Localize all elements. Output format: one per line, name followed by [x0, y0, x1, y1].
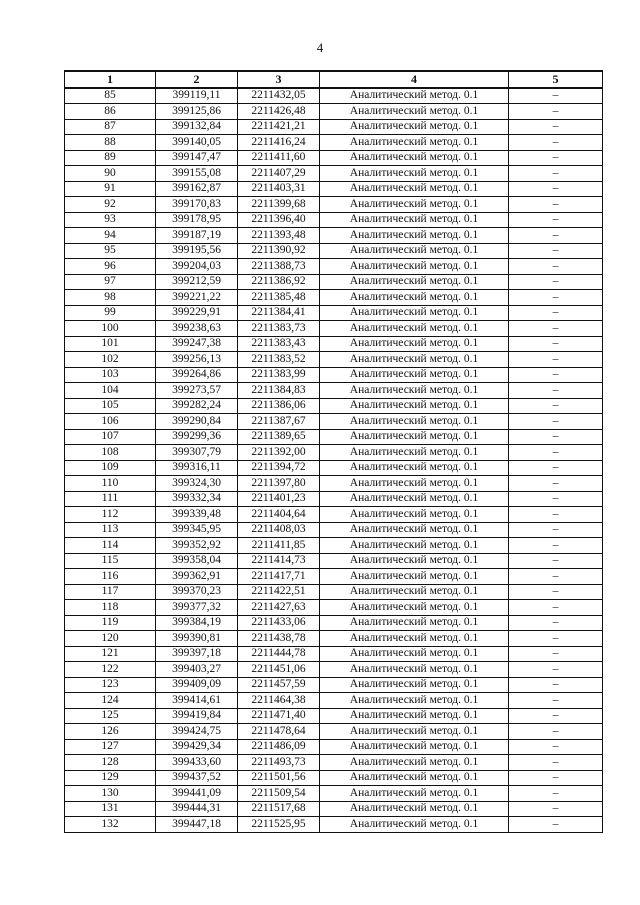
table-row [65, 584, 603, 600]
x-coordinate-cell: 399290,84 [156, 414, 238, 430]
x-coordinate-cell: 399147,47 [156, 150, 238, 166]
table-row [65, 708, 603, 724]
note-cell: – [509, 305, 603, 321]
point-number-cell: 126 [65, 724, 156, 740]
column-header-3: 3 [238, 71, 320, 88]
y-coordinate-cell: 2211438,78 [238, 631, 320, 647]
method-cell: Аналитический метод. 0.1 [320, 104, 509, 120]
y-coordinate-cell: 2211509,54 [238, 786, 320, 802]
point-number-cell: 109 [65, 460, 156, 476]
y-coordinate-cell: 2211433,06 [238, 615, 320, 631]
point-number-cell: 118 [65, 600, 156, 616]
x-coordinate-cell: 399444,31 [156, 801, 238, 817]
note-cell: – [509, 367, 603, 383]
y-coordinate-cell: 2211401,23 [238, 491, 320, 507]
x-coordinate-cell: 399352,92 [156, 538, 238, 554]
method-cell: Аналитический метод. 0.1 [320, 631, 509, 647]
note-cell: – [509, 336, 603, 352]
x-coordinate-cell: 399429,34 [156, 739, 238, 755]
method-cell: Аналитический метод. 0.1 [320, 569, 509, 585]
note-cell: – [509, 724, 603, 740]
y-coordinate-cell: 2211493,73 [238, 755, 320, 771]
y-coordinate-cell: 2211404,64 [238, 507, 320, 523]
y-coordinate-cell: 2211426,48 [238, 104, 320, 120]
table-header-row [65, 71, 603, 88]
x-coordinate-cell: 399299,36 [156, 429, 238, 445]
point-number-cell: 120 [65, 631, 156, 647]
y-coordinate-cell: 2211403,31 [238, 181, 320, 197]
x-coordinate-cell: 399345,95 [156, 522, 238, 538]
x-coordinate-cell: 399339,48 [156, 507, 238, 523]
point-number-cell: 123 [65, 677, 156, 693]
x-coordinate-cell: 399132,84 [156, 119, 238, 135]
note-cell: – [509, 491, 603, 507]
point-number-cell: 101 [65, 336, 156, 352]
note-cell: – [509, 631, 603, 647]
point-number-cell: 87 [65, 119, 156, 135]
x-coordinate-cell: 399370,23 [156, 584, 238, 600]
table-row [65, 243, 603, 259]
table-row [65, 538, 603, 554]
y-coordinate-cell: 2211451,06 [238, 662, 320, 678]
method-cell: Аналитический метод. 0.1 [320, 600, 509, 616]
point-number-cell: 103 [65, 367, 156, 383]
note-cell: – [509, 135, 603, 151]
point-number-cell: 98 [65, 290, 156, 306]
method-cell: Аналитический метод. 0.1 [320, 662, 509, 678]
point-number-cell: 100 [65, 321, 156, 337]
point-number-cell: 99 [65, 305, 156, 321]
method-cell: Аналитический метод. 0.1 [320, 305, 509, 321]
y-coordinate-cell: 2211399,68 [238, 197, 320, 213]
table-row [65, 739, 603, 755]
table-row [65, 491, 603, 507]
page-number: 4 [316, 40, 324, 55]
method-cell: Аналитический метод. 0.1 [320, 321, 509, 337]
table-row [65, 553, 603, 569]
note-cell: – [509, 677, 603, 693]
y-coordinate-cell: 2211478,64 [238, 724, 320, 740]
table-row [65, 119, 603, 135]
note-cell: – [509, 770, 603, 786]
point-number-cell: 105 [65, 398, 156, 414]
y-coordinate-cell: 2211388,73 [238, 259, 320, 275]
point-number-cell: 93 [65, 212, 156, 228]
table-row [65, 631, 603, 647]
note-cell: – [509, 801, 603, 817]
y-coordinate-cell: 2211486,09 [238, 739, 320, 755]
x-coordinate-cell: 399447,18 [156, 817, 238, 833]
y-coordinate-cell: 2211517,68 [238, 801, 320, 817]
method-cell: Аналитический метод. 0.1 [320, 522, 509, 538]
x-coordinate-cell: 399178,95 [156, 212, 238, 228]
method-cell: Аналитический метод. 0.1 [320, 460, 509, 476]
y-coordinate-cell: 2211421,21 [238, 119, 320, 135]
y-coordinate-cell: 2211387,67 [238, 414, 320, 430]
x-coordinate-cell: 399414,61 [156, 693, 238, 709]
table-row [65, 755, 603, 771]
point-number-cell: 132 [65, 817, 156, 833]
y-coordinate-cell: 2211383,73 [238, 321, 320, 337]
y-coordinate-cell: 2211390,92 [238, 243, 320, 259]
table-row [65, 197, 603, 213]
table-row [65, 569, 603, 585]
point-number-cell: 85 [65, 88, 156, 104]
y-coordinate-cell: 2211457,59 [238, 677, 320, 693]
note-cell: – [509, 708, 603, 724]
x-coordinate-cell: 399162,87 [156, 181, 238, 197]
y-coordinate-cell: 2211411,85 [238, 538, 320, 554]
note-cell: – [509, 615, 603, 631]
note-cell: – [509, 553, 603, 569]
method-cell: Аналитический метод. 0.1 [320, 429, 509, 445]
table-row [65, 166, 603, 182]
note-cell: – [509, 522, 603, 538]
point-number-cell: 107 [65, 429, 156, 445]
table-body [65, 88, 603, 833]
y-coordinate-cell: 2211471,40 [238, 708, 320, 724]
y-coordinate-cell: 2211389,65 [238, 429, 320, 445]
table-row [65, 646, 603, 662]
method-cell: Аналитический метод. 0.1 [320, 507, 509, 523]
method-cell: Аналитический метод. 0.1 [320, 693, 509, 709]
note-cell: – [509, 352, 603, 368]
x-coordinate-cell: 399256,13 [156, 352, 238, 368]
point-number-cell: 113 [65, 522, 156, 538]
note-cell: – [509, 259, 603, 275]
method-cell: Аналитический метод. 0.1 [320, 801, 509, 817]
method-cell: Аналитический метод. 0.1 [320, 553, 509, 569]
point-number-cell: 108 [65, 445, 156, 461]
x-coordinate-cell: 399264,86 [156, 367, 238, 383]
table-row [65, 662, 603, 678]
note-cell: – [509, 274, 603, 290]
table-row [65, 786, 603, 802]
note-cell: – [509, 383, 603, 399]
table-row [65, 600, 603, 616]
column-header-2: 2 [156, 71, 238, 88]
method-cell: Аналитический метод. 0.1 [320, 786, 509, 802]
point-number-cell: 122 [65, 662, 156, 678]
note-cell: – [509, 693, 603, 709]
note-cell: – [509, 507, 603, 523]
table-row [65, 259, 603, 275]
method-cell: Аналитический метод. 0.1 [320, 708, 509, 724]
table-row [65, 181, 603, 197]
table-row [65, 724, 603, 740]
y-coordinate-cell: 2211397,80 [238, 476, 320, 492]
note-cell: – [509, 181, 603, 197]
point-number-cell: 115 [65, 553, 156, 569]
method-cell: Аналитический метод. 0.1 [320, 135, 509, 151]
method-cell: Аналитический метод. 0.1 [320, 243, 509, 259]
method-cell: Аналитический метод. 0.1 [320, 615, 509, 631]
note-cell: – [509, 150, 603, 166]
table-row [65, 770, 603, 786]
column-header-1: 1 [65, 71, 156, 88]
y-coordinate-cell: 2211383,99 [238, 367, 320, 383]
y-coordinate-cell: 2211422,51 [238, 584, 320, 600]
table-row [65, 476, 603, 492]
y-coordinate-cell: 2211525,95 [238, 817, 320, 833]
x-coordinate-cell: 399441,09 [156, 786, 238, 802]
point-number-cell: 92 [65, 197, 156, 213]
method-cell: Аналитический метод. 0.1 [320, 538, 509, 554]
x-coordinate-cell: 399362,91 [156, 569, 238, 585]
table-row [65, 88, 603, 104]
method-cell: Аналитический метод. 0.1 [320, 197, 509, 213]
point-number-cell: 130 [65, 786, 156, 802]
x-coordinate-cell: 399332,34 [156, 491, 238, 507]
x-coordinate-cell: 399238,63 [156, 321, 238, 337]
table-row [65, 104, 603, 120]
method-cell: Аналитический метод. 0.1 [320, 259, 509, 275]
point-number-cell: 97 [65, 274, 156, 290]
method-cell: Аналитический метод. 0.1 [320, 677, 509, 693]
table-row [65, 212, 603, 228]
y-coordinate-cell: 2211408,03 [238, 522, 320, 538]
y-coordinate-cell: 2211386,92 [238, 274, 320, 290]
x-coordinate-cell: 399221,22 [156, 290, 238, 306]
y-coordinate-cell: 2211386,06 [238, 398, 320, 414]
point-number-cell: 128 [65, 755, 156, 771]
y-coordinate-cell: 2211444,78 [238, 646, 320, 662]
point-number-cell: 124 [65, 693, 156, 709]
table-row [65, 321, 603, 337]
point-number-cell: 116 [65, 569, 156, 585]
point-number-cell: 94 [65, 228, 156, 244]
method-cell: Аналитический метод. 0.1 [320, 445, 509, 461]
x-coordinate-cell: 399324,30 [156, 476, 238, 492]
table-row [65, 305, 603, 321]
y-coordinate-cell: 2211407,29 [238, 166, 320, 182]
x-coordinate-cell: 399282,24 [156, 398, 238, 414]
x-coordinate-cell: 399307,79 [156, 445, 238, 461]
note-cell: – [509, 243, 603, 259]
point-number-cell: 119 [65, 615, 156, 631]
point-number-cell: 125 [65, 708, 156, 724]
method-cell: Аналитический метод. 0.1 [320, 739, 509, 755]
note-cell: – [509, 166, 603, 182]
table-row [65, 352, 603, 368]
x-coordinate-cell: 399247,38 [156, 336, 238, 352]
x-coordinate-cell: 399424,75 [156, 724, 238, 740]
table-row [65, 429, 603, 445]
x-coordinate-cell: 399437,52 [156, 770, 238, 786]
x-coordinate-cell: 399384,19 [156, 615, 238, 631]
method-cell: Аналитический метод. 0.1 [320, 228, 509, 244]
table-row [65, 817, 603, 833]
y-coordinate-cell: 2211414,73 [238, 553, 320, 569]
method-cell: Аналитический метод. 0.1 [320, 150, 509, 166]
note-cell: – [509, 476, 603, 492]
note-cell: – [509, 584, 603, 600]
y-coordinate-cell: 2211501,56 [238, 770, 320, 786]
point-number-cell: 95 [65, 243, 156, 259]
x-coordinate-cell: 399397,18 [156, 646, 238, 662]
x-coordinate-cell: 399212,59 [156, 274, 238, 290]
note-cell: – [509, 321, 603, 337]
point-number-cell: 86 [65, 104, 156, 120]
note-cell: – [509, 739, 603, 755]
x-coordinate-cell: 399204,03 [156, 259, 238, 275]
point-number-cell: 117 [65, 584, 156, 600]
y-coordinate-cell: 2211427,63 [238, 600, 320, 616]
method-cell: Аналитический метод. 0.1 [320, 119, 509, 135]
method-cell: Аналитический метод. 0.1 [320, 584, 509, 600]
method-cell: Аналитический метод. 0.1 [320, 352, 509, 368]
note-cell: – [509, 755, 603, 771]
note-cell: – [509, 538, 603, 554]
note-cell: – [509, 88, 603, 104]
point-number-cell: 90 [65, 166, 156, 182]
note-cell: – [509, 460, 603, 476]
method-cell: Аналитический метод. 0.1 [320, 166, 509, 182]
table-row [65, 336, 603, 352]
point-number-cell: 110 [65, 476, 156, 492]
note-cell: – [509, 445, 603, 461]
method-cell: Аналитический метод. 0.1 [320, 88, 509, 104]
y-coordinate-cell: 2211383,52 [238, 352, 320, 368]
table-row [65, 677, 603, 693]
note-cell: – [509, 414, 603, 430]
note-cell: – [509, 662, 603, 678]
point-number-cell: 112 [65, 507, 156, 523]
x-coordinate-cell: 399187,19 [156, 228, 238, 244]
table-row [65, 801, 603, 817]
x-coordinate-cell: 399433,60 [156, 755, 238, 771]
note-cell: – [509, 600, 603, 616]
point-number-cell: 102 [65, 352, 156, 368]
method-cell: Аналитический метод. 0.1 [320, 817, 509, 833]
x-coordinate-cell: 399273,57 [156, 383, 238, 399]
y-coordinate-cell: 2211393,48 [238, 228, 320, 244]
x-coordinate-cell: 399195,56 [156, 243, 238, 259]
x-coordinate-cell: 399403,27 [156, 662, 238, 678]
point-number-cell: 127 [65, 739, 156, 755]
point-number-cell: 106 [65, 414, 156, 430]
y-coordinate-cell: 2211464,38 [238, 693, 320, 709]
y-coordinate-cell: 2211394,72 [238, 460, 320, 476]
point-number-cell: 89 [65, 150, 156, 166]
table-row [65, 507, 603, 523]
note-cell: – [509, 119, 603, 135]
note-cell: – [509, 646, 603, 662]
method-cell: Аналитический метод. 0.1 [320, 755, 509, 771]
method-cell: Аналитический метод. 0.1 [320, 383, 509, 399]
point-number-cell: 88 [65, 135, 156, 151]
y-coordinate-cell: 2211396,40 [238, 212, 320, 228]
y-coordinate-cell: 2211385,48 [238, 290, 320, 306]
note-cell: – [509, 197, 603, 213]
method-cell: Аналитический метод. 0.1 [320, 770, 509, 786]
note-cell: – [509, 104, 603, 120]
note-cell: – [509, 817, 603, 833]
note-cell: – [509, 786, 603, 802]
table-row [65, 460, 603, 476]
point-number-cell: 91 [65, 181, 156, 197]
point-number-cell: 111 [65, 491, 156, 507]
note-cell: – [509, 398, 603, 414]
note-cell: – [509, 212, 603, 228]
y-coordinate-cell: 2211416,24 [238, 135, 320, 151]
x-coordinate-cell: 399140,05 [156, 135, 238, 151]
method-cell: Аналитический метод. 0.1 [320, 367, 509, 383]
table-row [65, 615, 603, 631]
x-coordinate-cell: 399390,81 [156, 631, 238, 647]
y-coordinate-cell: 2211383,43 [238, 336, 320, 352]
note-cell: – [509, 569, 603, 585]
table-row [65, 150, 603, 166]
method-cell: Аналитический метод. 0.1 [320, 646, 509, 662]
y-coordinate-cell: 2211384,41 [238, 305, 320, 321]
method-cell: Аналитический метод. 0.1 [320, 724, 509, 740]
x-coordinate-cell: 399170,83 [156, 197, 238, 213]
table-row [65, 414, 603, 430]
y-coordinate-cell: 2211411,60 [238, 150, 320, 166]
x-coordinate-cell: 399358,04 [156, 553, 238, 569]
x-coordinate-cell: 399316,11 [156, 460, 238, 476]
table-row [65, 693, 603, 709]
y-coordinate-cell: 2211417,71 [238, 569, 320, 585]
method-cell: Аналитический метод. 0.1 [320, 181, 509, 197]
y-coordinate-cell: 2211384,83 [238, 383, 320, 399]
point-number-cell: 104 [65, 383, 156, 399]
table-row [65, 367, 603, 383]
x-coordinate-cell: 399125,86 [156, 104, 238, 120]
method-cell: Аналитический метод. 0.1 [320, 476, 509, 492]
point-number-cell: 96 [65, 259, 156, 275]
table-row [65, 228, 603, 244]
table-row [65, 274, 603, 290]
table-row [65, 522, 603, 538]
x-coordinate-cell: 399409,09 [156, 677, 238, 693]
method-cell: Аналитический метод. 0.1 [320, 212, 509, 228]
x-coordinate-cell: 399229,91 [156, 305, 238, 321]
x-coordinate-cell: 399419,84 [156, 708, 238, 724]
column-header-5: 5 [509, 71, 603, 88]
table-row [65, 383, 603, 399]
method-cell: Аналитический метод. 0.1 [320, 491, 509, 507]
coordinates-table [64, 70, 603, 833]
table-row [65, 290, 603, 306]
x-coordinate-cell: 399377,32 [156, 600, 238, 616]
point-number-cell: 129 [65, 770, 156, 786]
note-cell: – [509, 429, 603, 445]
x-coordinate-cell: 399155,08 [156, 166, 238, 182]
method-cell: Аналитический метод. 0.1 [320, 290, 509, 306]
method-cell: Аналитический метод. 0.1 [320, 274, 509, 290]
point-number-cell: 131 [65, 801, 156, 817]
point-number-cell: 114 [65, 538, 156, 554]
table-row [65, 445, 603, 461]
y-coordinate-cell: 2211392,00 [238, 445, 320, 461]
table-row [65, 135, 603, 151]
method-cell: Аналитический метод. 0.1 [320, 398, 509, 414]
point-number-cell: 121 [65, 646, 156, 662]
y-coordinate-cell: 2211432,05 [238, 88, 320, 104]
column-header-4: 4 [320, 71, 509, 88]
x-coordinate-cell: 399119,11 [156, 88, 238, 104]
table-row [65, 398, 603, 414]
method-cell: Аналитический метод. 0.1 [320, 336, 509, 352]
note-cell: – [509, 290, 603, 306]
method-cell: Аналитический метод. 0.1 [320, 414, 509, 430]
note-cell: – [509, 228, 603, 244]
